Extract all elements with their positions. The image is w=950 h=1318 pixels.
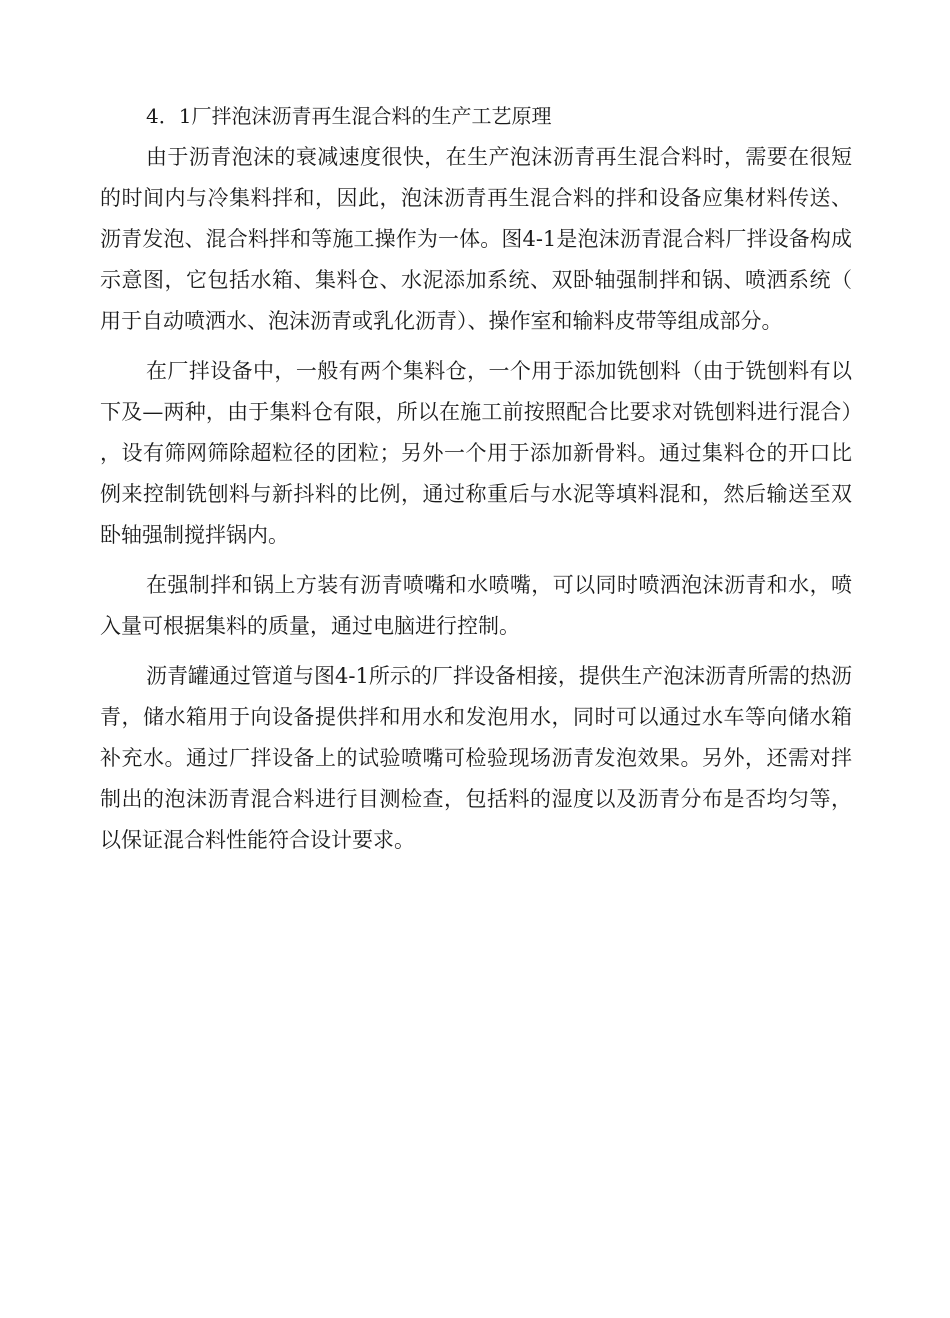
paragraph-aggregate-bins: 在厂拌设备中，一般有两个集料仓，一个用于添加铣刨料（由于铣刨料有以下及—两种，由于集料仓有限，所以在施工前按照配合比要求对铣刨料进行混合），设有筛网筛除超粒径的团粒；另外一个用于添加新骨料。通过集料仓的开口比例来控制铣刨料与新抖料的比例，通过称重后与水泥等填料混和，然后输送至双卧轴强制搅拌锅内。 xyxy=(100,359,852,547)
paragraph-nozzles: 在强制拌和锅上方装有沥青喷嘴和水喷嘴，可以同时喷洒泡沫沥青和水，喷入量可根据集料的质量，通过电脑进行控制。 xyxy=(100,573,852,638)
document-body xyxy=(100,96,852,861)
paragraph-gap xyxy=(100,556,852,565)
paragraph-gap xyxy=(100,342,852,351)
section-heading: 4．1厂拌泡沫沥青再生混合料的生产工艺原理 xyxy=(146,104,552,128)
paragraph-asphalt-tank: 沥青罐通过管道与图4-1所示的厂拌设备相接，提供生产泡沫沥青所需的热沥青，储水箱用于向设备提供拌和用水和发泡用水，同时可以通过水车等向储水箱补充水。通过厂拌设备上的试验喷嘴可检验现场沥青发泡效果。另外，还需对拌制出的泡沫沥青混合料进行目测检查，包括料的湿度以及沥青分布是否均匀等，以保证混合料性能符合设计要求。 xyxy=(100,664,852,852)
paragraph-gap xyxy=(100,647,852,656)
paragraph-foam-decay: 由于沥青泡沫的衰减速度很快，在生产泡沫沥青再生混合料时，需要在很短的时间内与冷集料拌和，因此，泡沫沥青再生混合料的拌和设备应集材料传送、沥青发泡、混合料拌和等施工操作为一体。图4-1是泡沫沥青混合料厂拌设备构成示意图，它包括水箱、集料仓、水泥添加系统、双卧轴强制拌和锅、喷洒系统（用于自动喷洒水、泡沫沥青或乳化沥青）、操作室和输料皮带等组成部分。 xyxy=(100,145,852,333)
